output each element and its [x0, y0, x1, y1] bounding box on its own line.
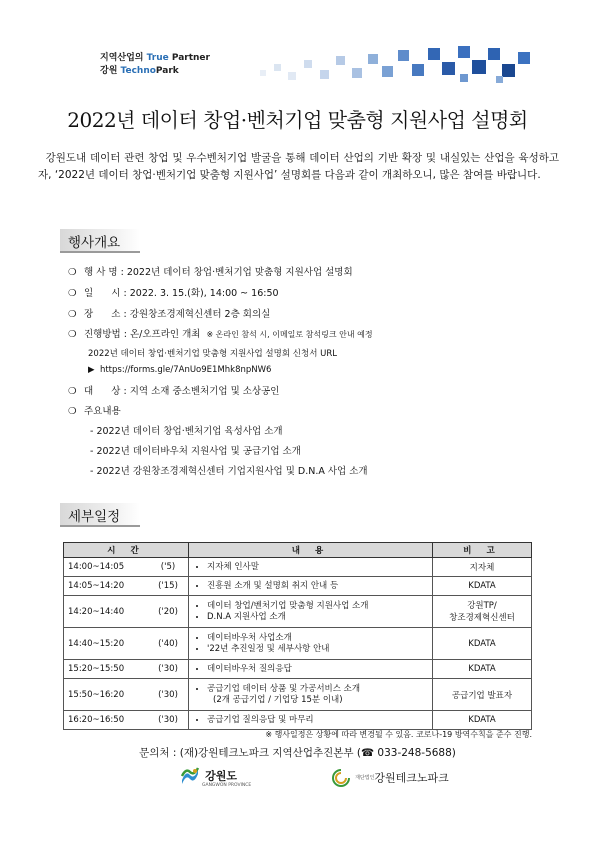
cell-note: 지자체: [433, 558, 532, 577]
cell-note: KDATA: [433, 660, 532, 679]
cell-time: 14:20~14:40: [64, 596, 149, 628]
cube-pattern-graphic: [260, 44, 535, 86]
contact-prefix: 문의처 : (재)강원테크노파크 지역산업추진본부 (: [139, 747, 361, 759]
topic-item: - 2022년 데이터바우처 지원사업 및 공급기업 소개: [90, 446, 301, 457]
column-header-content: 내 용: [189, 543, 433, 558]
cell-note: KDATA: [433, 577, 532, 596]
section-heading-overview: [60, 229, 200, 253]
cell-duration: ('5): [148, 558, 189, 577]
section-heading-schedule: [60, 503, 200, 527]
overview-item-datetime: [68, 285, 279, 299]
overview-label: 대 상: [84, 386, 121, 397]
cell-time: 15:20~15:50: [64, 660, 149, 679]
overview-label: 진행방법: [84, 329, 121, 340]
cell-duration: ('30): [148, 660, 189, 679]
table-row: [64, 577, 532, 596]
brand-line1-highlight: True: [146, 53, 169, 63]
table-row: [64, 711, 532, 730]
content-item: • 공급기업 질의응답 및 마무리: [207, 715, 428, 726]
cell-duration: ('40): [148, 628, 189, 660]
arrow-right-icon: ▶: [88, 365, 95, 375]
url-label: 2022년 데이터 창업·벤처기업 맞춤형 지원사업 설명회 신청서 URL: [88, 349, 337, 359]
section-heading-label: 행사개요: [68, 235, 121, 251]
cell-content: [189, 628, 433, 660]
table-row: [64, 628, 532, 660]
cell-content: [189, 660, 433, 679]
overview-label: 장 소: [84, 309, 121, 320]
gangwon-emblem-icon: [180, 766, 200, 786]
content-item: • 공급기업 데이터 상품 및 가공서비스 소개: [207, 684, 428, 695]
cell-content: [189, 711, 433, 730]
header-banner: [60, 44, 535, 86]
overview-value: : 2022. 3. 15.(화), 14:00 ~ 16:50: [123, 288, 279, 299]
content-item-detail: (2개 공급기업 / 기업당 15분 이내): [213, 694, 343, 705]
cell-note: 강원TP/ 창조경제혁신센터: [433, 596, 532, 628]
cell-duration: ('30): [148, 679, 189, 711]
overview-value: : 온/오프라인 개최: [123, 329, 201, 340]
table-row: [64, 679, 532, 711]
cell-content: [189, 558, 433, 577]
table-row: [64, 596, 532, 628]
content-item: • 데이터바우처 질의응답: [207, 664, 428, 675]
content-item: • '22년 추진일정 및 세부사항 안내: [207, 644, 428, 655]
gangwon-province-logo: [180, 765, 251, 788]
schedule-table: [63, 542, 532, 730]
brand-line2-prefix: 강원: [100, 66, 121, 76]
technopark-logo-text: 강원테크노파크: [374, 771, 449, 785]
cell-time: 14:05~14:20: [64, 577, 149, 596]
brand-line2-highlight: Techno: [120, 66, 156, 76]
circle-bullet-icon: ❍: [68, 267, 77, 278]
overview-item-content: [68, 403, 121, 417]
cell-duration: ('15): [148, 577, 189, 596]
overview-item-method: [68, 326, 373, 340]
schedule-header-row: [64, 543, 532, 558]
url-row: [88, 365, 271, 375]
intro-paragraph: [38, 150, 559, 184]
column-header-note: 비 고: [433, 543, 532, 558]
overview-item-place: [68, 306, 270, 320]
cell-duration: ('20): [148, 596, 189, 628]
cell-content: [189, 679, 433, 711]
technopark-logo-prefix: 재단법인: [355, 775, 375, 781]
circle-bullet-icon: ❍: [68, 406, 77, 417]
overview-note: ※ 온라인 참석 시, 이메일로 참석링크 안내 예정: [206, 330, 373, 339]
column-header-time: 시 간: [64, 543, 189, 558]
overview-label: 주요내용: [84, 406, 121, 417]
overview-label: 일 시: [84, 288, 121, 299]
topic-item: - 2022년 강원창조경제혁신센터 기업지원사업 및 D.N.A 사업 소개: [90, 466, 368, 477]
footer-logos: [0, 763, 595, 791]
circle-bullet-icon: ❍: [68, 288, 77, 299]
content-item: • D.N.A 지원사업 소개: [207, 612, 428, 623]
intro-text: 강원도내 데이터 관련 창업 및 우수벤처기업 발굴을 통해 데이터 산업의 기반 확장 및 내실있는 산업을 육성하고자, ‘2022년 데이터 창업·벤처기업 맞춤형 지원사업’ 설명회를 다음과 같이 개최하오니, 많은 참여를 바랍니다.: [38, 152, 560, 181]
brand-text: [100, 52, 210, 78]
gangwon-logo-text: 강원도: [205, 769, 237, 783]
page-title: 2022년 데이터 창업·벤처기업 맞춤형 지원사업 설명회: [67, 108, 528, 132]
cell-time: 16:20~16:50: [64, 711, 149, 730]
section-heading-label: 세부일정: [68, 509, 121, 525]
cell-note: 공급기업 발표자: [433, 679, 532, 711]
overview-label: 행 사 명: [84, 267, 118, 278]
gangwon-logo-subtext: GANGWON PROVINCE: [202, 782, 252, 788]
overview-value: : 강원창조경제혁신센터 2층 회의실: [123, 309, 271, 320]
technopark-emblem-icon: [332, 769, 350, 787]
table-row: [64, 558, 532, 577]
circle-bullet-icon: ❍: [68, 386, 77, 397]
topic-item: - 2022년 데이터 창업·벤처기업 육성사업 소개: [90, 426, 283, 437]
cell-time: 15:50~16:20: [64, 679, 149, 711]
circle-bullet-icon: ❍: [68, 309, 77, 320]
content-item: • 진흥원 소개 및 설명회 취지 안내 등: [207, 581, 428, 592]
table-row: [64, 660, 532, 679]
cell-content: [189, 596, 433, 628]
cell-note: KDATA: [433, 628, 532, 660]
brand-line2-suffix: Park: [155, 66, 179, 76]
schedule-footnote: ※ 행사일정은 상황에 따라 변경될 수 있음. 코로나-19 방역수칙을 준수 진행.: [265, 730, 532, 739]
registration-url-link[interactable]: https://forms.gle/7AnUo9E1Mhk8npNW6: [99, 365, 272, 375]
contact-info: [0, 745, 595, 760]
cell-note: KDATA: [433, 711, 532, 730]
cell-content: [189, 577, 433, 596]
cell-duration: ('30): [148, 711, 189, 730]
overview-value: : 지역 소재 중소벤처기업 및 소상공인: [123, 386, 280, 397]
phone-icon: ☎: [360, 747, 375, 759]
cell-time: 14:00~14:05: [64, 558, 149, 577]
cell-time: 14:40~15:20: [64, 628, 149, 660]
content-item: • 데이터바우처 사업소개: [207, 633, 428, 644]
brand-line1-prefix: 지역산업의: [100, 53, 147, 63]
overview-item-target: [68, 383, 279, 397]
overview-item-name: [68, 264, 353, 278]
gangwon-technopark-logo: [332, 767, 449, 787]
contact-phone: 033-248-5688): [374, 747, 456, 759]
circle-bullet-icon: ❍: [68, 329, 77, 340]
overview-value: : 2022년 데이터 창업·벤처기업 맞춤형 지원사업 설명회: [120, 267, 353, 278]
content-item: • 데이터 창업/벤처기업 맞춤형 지원사업 소개: [207, 601, 428, 612]
brand-line1-suffix: Partner: [168, 53, 210, 63]
content-item: • 지자체 인사말: [207, 562, 428, 573]
